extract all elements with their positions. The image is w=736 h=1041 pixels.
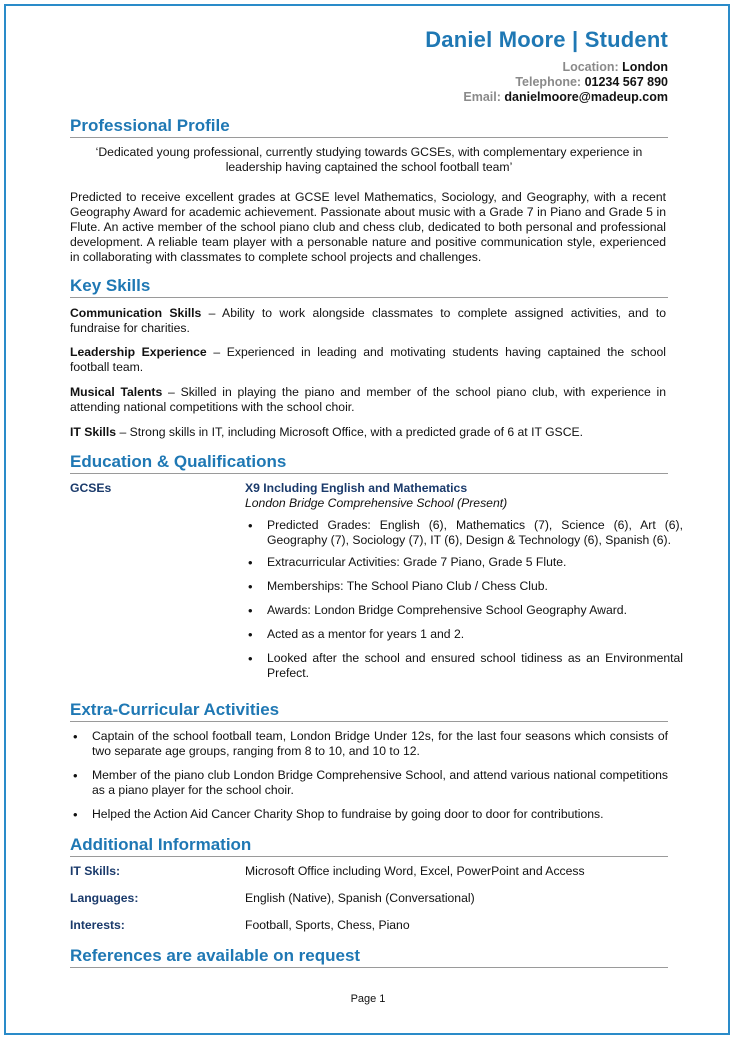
- list-item: • Looked after the school and ensured school tidiness as an Environmental Prefect.: [245, 651, 683, 681]
- skill-text: – Skilled in playing the piano and member of the school piano club, with experience in attending national competitions with the school choir.: [70, 385, 666, 414]
- list-item: • Extracurricular Activities: Grade 7 Piano, Grade 5 Flute.: [245, 555, 683, 570]
- skill-text: – Experienced in leading and motivating students having captained the school football team.: [70, 345, 666, 374]
- skill-item: [70, 306, 666, 336]
- education-label: GCSEs: [70, 481, 112, 495]
- additional-label-interests: Interests:: [70, 918, 125, 932]
- skill-name: Musical Talents: [70, 385, 163, 399]
- qualification-title: [245, 481, 667, 496]
- section-title-extracurricular: Extra-Curricular Activities: [70, 700, 668, 722]
- additional-value-languages: English (Native), Spanish (Conversational): [245, 891, 475, 905]
- skill-name: Leadership Experience: [70, 345, 207, 359]
- additional-value-interests: Football, Sports, Chess, Piano: [245, 918, 410, 932]
- list-item: • Awards: London Bridge Comprehensive School Geography Award.: [245, 603, 683, 618]
- skill-text: – Ability to work alongside classmates to complete assigned activities, and to fundraise for charities.: [70, 306, 667, 335]
- section-title-skills: Key Skills: [70, 276, 668, 298]
- cv-name-title: Daniel Moore | Student: [425, 27, 668, 52]
- section-title-additional: Additional Information: [70, 835, 668, 857]
- list-item: • Member of the piano club London Bridge Comprehensive School, and attend various national competitions as a piano player for the school choir.: [70, 768, 668, 798]
- section-title-education: Education & Qualifications: [70, 452, 668, 474]
- list-item: • Predicted Grades: English (6), Mathematics (7), Science (6), Art (6), Geography (7), Sociology (7), IT (6), Design & Technology (6), Spanish (6).: [245, 518, 683, 548]
- email-value: danielmoore@madeup.com: [504, 90, 668, 104]
- page-number: Page 1: [350, 993, 386, 1005]
- list-item: • Captain of the school football team, London Bridge Under 12s, for the last four seasons which consists of two separate age groups, ranging from 8 to 10, and 10 to 12.: [70, 729, 668, 759]
- school-name: London Bridge Comprehensive School (Present): [245, 496, 508, 510]
- telephone-value: 01234 567 890: [584, 75, 668, 89]
- contact-location: [562, 60, 668, 74]
- additional-label-it: IT Skills:: [70, 864, 121, 878]
- contact-telephone: [515, 75, 668, 89]
- contact-email: [463, 90, 668, 104]
- additional-value-it: Microsoft Office including Word, Excel, PowerPoint and Access: [245, 864, 585, 878]
- list-item: • Helped the Action Aid Cancer Charity Shop to fundraise by going door to door for contributions.: [70, 807, 668, 822]
- location-value: London: [622, 60, 668, 74]
- extracurricular-bullet-list: [70, 729, 668, 822]
- skill-name: IT Skills: [70, 425, 117, 439]
- skill-item: [70, 385, 666, 415]
- profile-body: Predicted to receive excellent grades at GCSE level Mathematics, Sociology, and Geography, with a recent Geography Award for academic achievement. Passionate about music with a Grade 7 in Piano and Grade 5 in Flute. An active member of the school piano club and chess club, dedicated to both personal and professional development. A reliable team player with a personable nature and positive communication style, experienced in collaborating with classmates to complete school projects and challenges.: [70, 190, 666, 264]
- additional-label-languages: Languages:: [70, 891, 139, 905]
- section-title-profile: Professional Profile: [70, 116, 668, 138]
- location-label: Location:: [562, 60, 619, 74]
- list-item: • Memberships: The School Piano Club / Chess Club.: [245, 579, 683, 594]
- profile-quote: ‘Dedicated young professional, currently studying towards GCSEs, with complementary experience in leadership having captained the school football team’: [95, 145, 643, 174]
- education-bullet-list: [245, 518, 683, 681]
- skill-text: – Strong skills in IT, including Microsoft Office, with a predicted grade of 6 at IT GSCE.: [116, 425, 584, 439]
- skill-name: Communication Skills: [70, 306, 202, 320]
- qualification-name: X9 Including English and Mathematics: [245, 481, 468, 495]
- telephone-label: Telephone:: [515, 75, 582, 89]
- email-label: Email:: [463, 90, 501, 104]
- section-title-references: References are available on request: [70, 946, 668, 968]
- skill-item: [70, 425, 666, 440]
- list-item: • Acted as a mentor for years 1 and 2.: [245, 627, 683, 642]
- skill-item: [70, 345, 666, 375]
